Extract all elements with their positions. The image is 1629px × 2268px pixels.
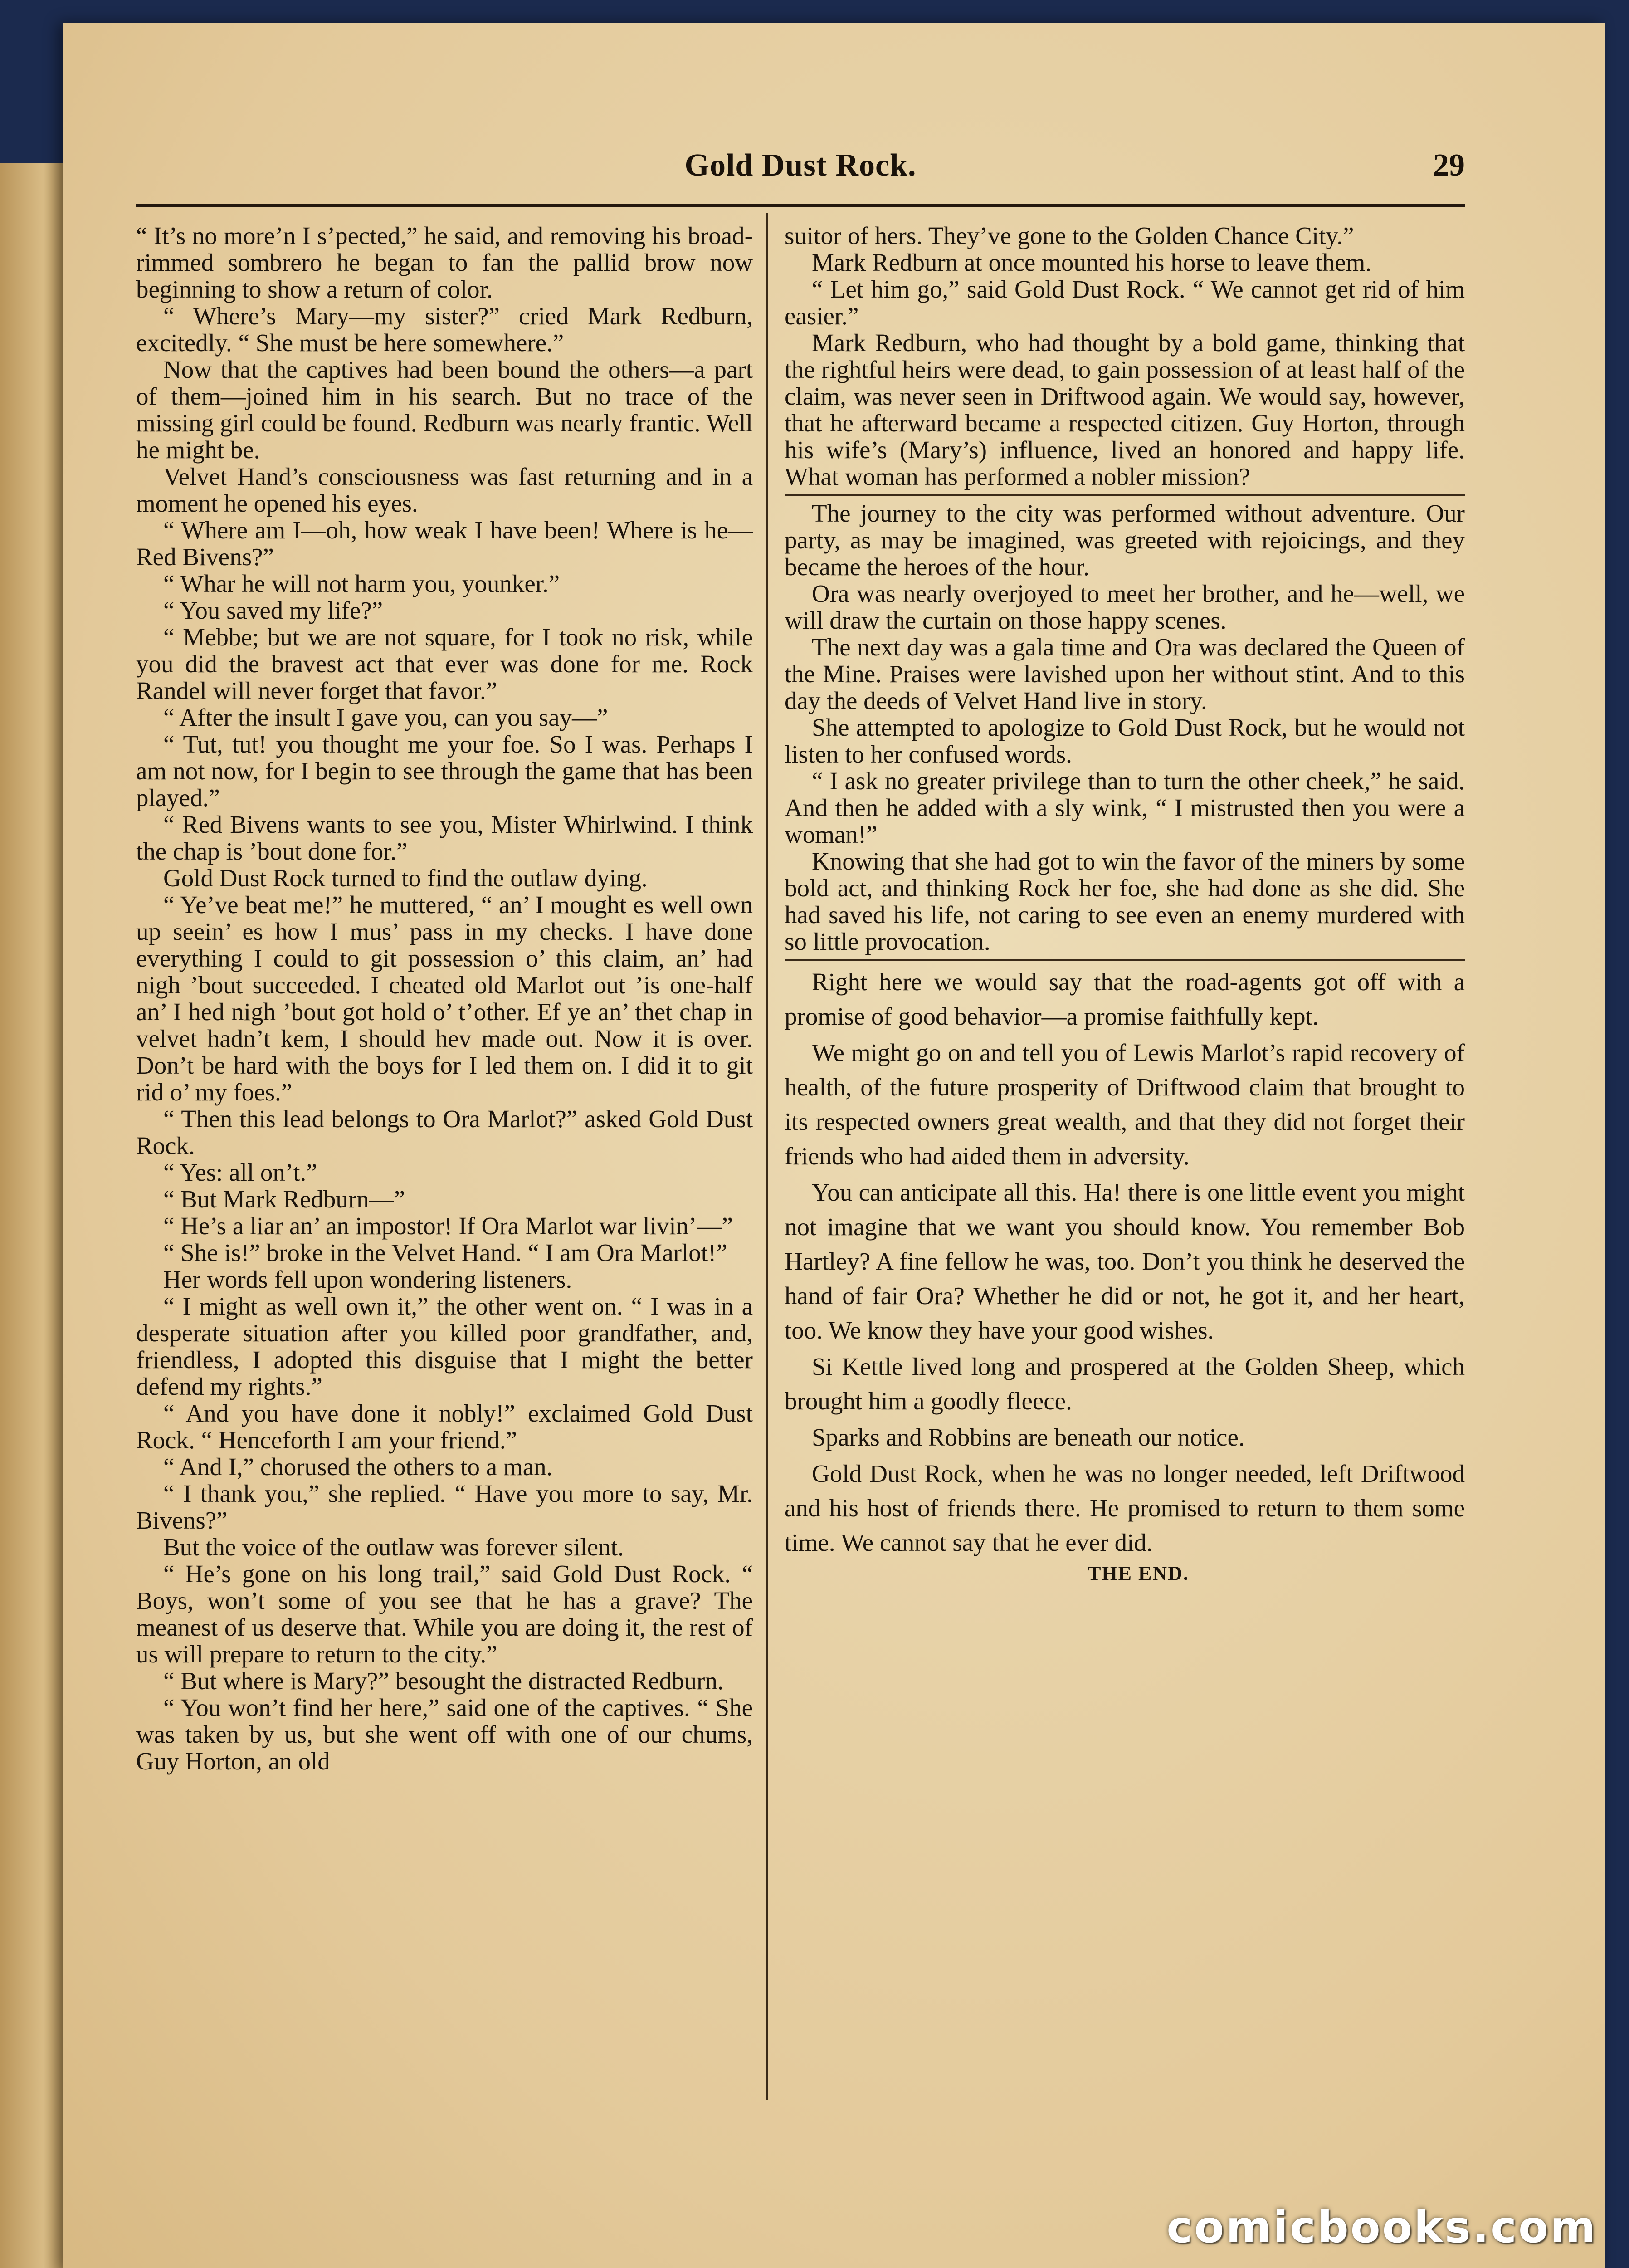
paragraph: “ I might as well own it,” the other went on. “ I was in a desperate situation after you killed poor grandfather, and, friendless, I adopted this disguise that I might the better defend my rights.” — [136, 1292, 753, 1400]
running-title: Gold Dust Rock. — [684, 148, 917, 183]
paragraph: Mark Redburn at once mounted his horse to leave them. — [812, 249, 1372, 276]
section-rule — [785, 494, 1465, 496]
paragraph: Her words fell upon wondering listeners. — [163, 1266, 572, 1293]
paragraph: Mark Redburn, who had thought by a bold game, thinking that the rightful heirs were dead, to gain possession of at least half of the claim, was never seen in Driftwood again. We would say, however, that he afterward became a respected citizen. Guy Horton, through his wife’s (Mary’s) influence, lived an honored and happy life. What woman has performed a nobler mission? — [785, 329, 1465, 490]
paragraph: Ora was nearly overjoyed to meet her brother, and he—well, we will draw the curtain on those happy scenes. — [785, 580, 1465, 634]
paragraph: “ But where is Mary?” besought the distracted Redburn. — [163, 1667, 724, 1695]
paragraph: “ He’s gone on his long trail,” said Gold Dust Rock. “ Boys, won’t some of you see that he has a grave? The meanest of us deserve that. While you are doing it, the rest of us will prepare to return to the city.” — [136, 1560, 753, 1668]
paragraph: Gold Dust Rock turned to find the outlaw dying. — [163, 864, 648, 892]
paragraph: Si Kettle lived long and prospered at the Golden Sheep, which brought him a goodly fleece. — [785, 1353, 1465, 1415]
paragraph: “ He’s a liar an’ an impostor! If Ora Marlot war livin’—” — [163, 1212, 733, 1240]
paragraph: “ Where’s Mary—my sister?” cried Mark Redburn, excitedly. “ She must be here somewhere.” — [136, 302, 753, 357]
paragraph: Sparks and Robbins are beneath our notice. — [812, 1423, 1245, 1451]
paragraph: “ You saved my life?” — [163, 596, 383, 624]
paragraph: “ Mebbe; but we are not square, for I took no risk, while you did the bravest act that ever was done for me. Rock Randel will never forget that favor.” — [136, 623, 753, 704]
paragraph: “ It’s no more’n I s’pected,” he said, and removing his broad-rimmed sombrero he began to fan the pallid brow now beginning to show a return of color. — [136, 222, 753, 303]
paragraph: “ I thank you,” she replied. “ Have you more to say, Mr. Bivens?” — [136, 1480, 753, 1534]
paragraph: Gold Dust Rock, when he was no longer needed, left Driftwood and his host of friends there. He promised to return to them some time. We cannot say that he ever did. — [785, 1460, 1465, 1556]
paragraph: suitor of hers. They’ve gone to the Golden Chance City.” — [785, 222, 1354, 249]
paragraph: “ Ye’ve beat me!” he muttered, “ an’ I mought es well own up seein’ es how I mus’ pass in my checks. I have done everything I could to git possession o’ this claim, an’ had nigh ’bout succeeded. I cheated old Marlot out ’is one-half an’ I hed nigh ’bout got hold o’ t’other. Ef ye an’ thet chap in velvet hadn’t kem, I should hev made out. Now it is over. Don’t be hard with the boys for I led them on. I did it to git rid o’ my foes.” — [136, 891, 753, 1106]
paragraph: “ Then this lead belongs to Ora Marlot?” asked Gold Dust Rock. — [136, 1105, 753, 1159]
paragraph: “ But Mark Redburn—” — [163, 1185, 405, 1213]
paragraph: “ After the insult I gave you, can you say—” — [163, 704, 608, 731]
paragraph: “ And you have done it nobly!” exclaimed Gold Dust Rock. “ Henceforth I am your friend.” — [136, 1399, 753, 1454]
section-rule — [785, 959, 1465, 961]
paragraph: “ I ask no greater privilege than to turn the other cheek,” he said. And then he added with a sly wink, “ I mistrusted then you were a woman!” — [785, 767, 1465, 848]
page-header — [136, 138, 1465, 193]
paragraph: The journey to the city was performed without adventure. Our party, as may be imagined, was greeted with rejoicings, and they became the heroes of the hour. — [785, 499, 1465, 581]
page-number: 29 — [1433, 148, 1465, 183]
paragraph: She attempted to apologize to Gold Dust Rock, but he would not listen to her confused words. — [785, 714, 1465, 768]
column-divider — [766, 213, 768, 2100]
the-end: THE END. — [1088, 1562, 1189, 1584]
paragraph: “ Where am I—oh, how weak I have been! Where is he—Red Bivens?” — [136, 516, 753, 571]
paragraph: “ Red Bivens wants to see you, Mister Whirlwind. I think the chap is ’bout done for.” — [136, 811, 753, 865]
paragraph: “ Whar he will not harm you, younker.” — [163, 570, 560, 597]
left-column — [136, 222, 753, 1774]
header-rule — [136, 204, 1465, 207]
paragraph: Now that the captives had been bound the others—a part of them—joined him in his search. But no trace of the missing girl could be found. Redburn was nearly frantic. Well he might be. — [136, 356, 753, 464]
paragraph: “ Tut, tut! you thought me your foe. So I was. Perhaps I am not now, for I begin to see through the game that has been played.” — [136, 730, 753, 811]
paragraph: Velvet Hand’s consciousness was fast returning and in a moment he opened his eyes. — [136, 463, 753, 517]
paragraph: But the voice of the outlaw was forever silent. — [163, 1533, 624, 1561]
right-column — [785, 222, 1465, 1587]
paragraph: “ Yes: all on’t.” — [163, 1158, 317, 1186]
paragraph: “ Let him go,” said Gold Dust Rock. “ We cannot get rid of him easier.” — [785, 275, 1465, 330]
watermark-logo: comicbooks.com — [1166, 2202, 1597, 2253]
paragraph: “ And I,” chorused the others to a man. — [163, 1453, 553, 1481]
paragraph: You can anticipate all this. Ha! there is one little event you might not imagine that we want you should know. You remember Bob Hartley? A fine fellow he was, too. Don’t you think he deserved the hand of fair Ora? Whether he did or not, he got it, and her heart, too. We know they have your good wishes. — [785, 1178, 1465, 1344]
facing-page-edge — [0, 163, 73, 2268]
paragraph: The next day was a gala time and Ora was declared the Queen of the Mine. Praises were lavished upon her without stint. And to this day the deeds of Velvet Hand live in story. — [785, 633, 1465, 714]
paragraph: Right here we would say that the road-agents got off with a promise of good behavior—a promise faithfully kept. — [785, 968, 1465, 1030]
paragraph: We might go on and tell you of Lewis Marlot’s rapid recovery of health, of the future prosperity of Driftwood claim that brought to its respected owners great wealth, and that they did not forget their friends who had aided them in adversity. — [785, 1039, 1465, 1170]
paragraph: “ You won’t find her here,” said one of the captives. “ She was taken by us, but she went off with one of our chums, Guy Horton, an old — [136, 1694, 753, 1775]
paragraph: Knowing that she had got to win the favor of the miners by some bold act, and thinking Rock her foe, she had done as she did. She had saved his life, not caring to see even an enemy murdered with so little provocation. — [785, 847, 1465, 955]
paragraph: “ She is!” broke in the Velvet Hand. “ I am Ora Marlot!” — [163, 1239, 727, 1266]
